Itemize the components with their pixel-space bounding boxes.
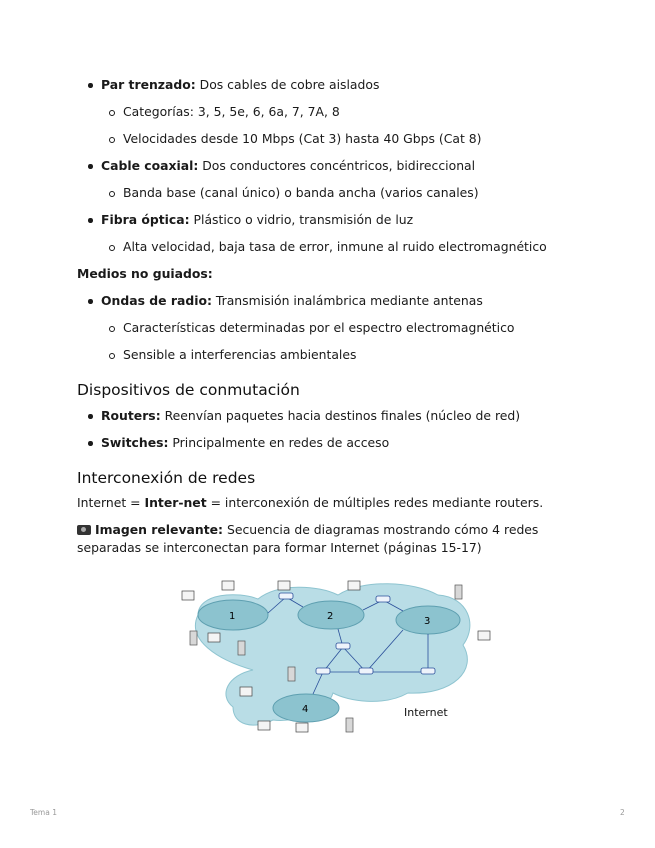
sublist <box>101 319 577 364</box>
guided-media-list <box>77 76 577 256</box>
server-icon <box>238 641 245 655</box>
term-switches: Switches <box>101 435 164 450</box>
internet-diagram <box>178 575 496 741</box>
switching-list <box>77 407 577 452</box>
term-description: Reenvían paquetes hacia destinos finales (núcleo de red) <box>160 408 521 423</box>
computer-icon <box>258 721 270 730</box>
term-description: Dos cables de cobre aislados <box>195 77 380 92</box>
router-icon <box>376 596 390 602</box>
router-icon <box>359 668 373 674</box>
term-description: Transmisión inalámbrica mediante antenas <box>211 293 483 308</box>
sublist <box>101 238 577 256</box>
page-content <box>77 76 577 557</box>
interconnect-heading: Interconexión de redes <box>77 469 256 487</box>
computer-icon <box>278 581 290 590</box>
list-item: Fibra óptica: Plástico o vidrio, transmisión de luz Alta velocidad, baja tasa de error, inmune al ruido electromagnético <box>77 211 577 256</box>
list-item: Sensible a interferencias ambientales <box>101 346 577 364</box>
router-icon <box>421 668 435 674</box>
server-icon <box>288 667 295 681</box>
term-description: Plástico o vidrio, transmisión de luz <box>189 212 414 227</box>
router-icon <box>316 668 330 674</box>
list-item: Routers: Reenvían paquetes hacia destinos finales (núcleo de red) <box>77 407 577 425</box>
network-label: 2 <box>327 611 334 622</box>
term-description: Principalmente en redes de acceso <box>168 435 390 450</box>
list-item: Alta velocidad, baja tasa de error, inmune al ruido electromagnético <box>101 238 577 256</box>
term-routers: Routers <box>101 408 156 423</box>
unguided-media-list <box>77 292 577 364</box>
term-description: Dos conductores concéntricos, bidireccional <box>198 158 476 173</box>
computer-icon <box>222 581 234 590</box>
server-icon <box>346 718 353 732</box>
sublist <box>101 184 577 202</box>
camera-icon <box>77 525 91 535</box>
term-fibra-optica: Fibra óptica <box>101 212 185 227</box>
internet-definition: Internet = Inter-net = interconexión de múltiples redes mediante routers. <box>77 495 544 510</box>
internet-label: Internet <box>404 706 448 719</box>
list-item: Cable coaxial: Dos conductores concéntricos, bidireccional Banda base (canal único) o banda ancha (varios canales) <box>77 157 577 202</box>
list-item: Ondas de radio: Transmisión inalámbrica mediante antenas Características determinadas por el espectro electromagnético Sensible a interferencias ambientales <box>77 292 577 364</box>
computer-icon <box>208 633 220 642</box>
computer-icon <box>348 581 360 590</box>
list-item: Categorías: 3, 5, 5e, 6, 6a, 7, 7A, 8 <box>101 103 577 121</box>
page-number: 2 <box>620 808 625 817</box>
computer-icon <box>296 723 308 732</box>
list-item: Switches: Principalmente en redes de acceso <box>77 434 577 452</box>
list-item: Banda base (canal único) o banda ancha (varios canales) <box>101 184 577 202</box>
computer-icon <box>240 687 252 696</box>
list-item: Características determinadas por el espectro electromagnético <box>101 319 577 337</box>
router-icon <box>279 593 293 599</box>
term-par-trenzado: Par trenzado <box>101 77 191 92</box>
network-label: 3 <box>424 616 431 627</box>
network-label: 1 <box>229 611 236 622</box>
list-item: Par trenzado: Dos cables de cobre aislados Categorías: 3, 5, 5e, 6, 6a, 7, 7A, 8 Velocidades desde 10 Mbps (Cat 3) hasta 40 Gbps (Cat 8) <box>77 76 577 148</box>
unguided-heading: Medios no guiados: <box>77 266 213 281</box>
term-cable-coaxial: Cable coaxial <box>101 158 194 173</box>
footer-left: Tema 1 <box>30 808 57 817</box>
term-ondas-de-radio: Ondas de radio <box>101 293 207 308</box>
list-item: Velocidades desde 10 Mbps (Cat 3) hasta 40 Gbps (Cat 8) <box>101 130 577 148</box>
server-icon <box>190 631 197 645</box>
sublist <box>101 103 577 148</box>
server-icon <box>455 585 462 599</box>
switching-heading: Dispositivos de conmutación <box>77 381 300 399</box>
router-icon <box>336 643 350 649</box>
computer-icon <box>478 631 490 640</box>
image-note: Imagen relevante: Secuencia de diagramas mostrando cómo 4 redes separadas se interconectan para formar Internet (páginas 15-17) <box>77 522 539 555</box>
network-label: 4 <box>302 704 309 715</box>
computer-icon <box>182 591 194 600</box>
